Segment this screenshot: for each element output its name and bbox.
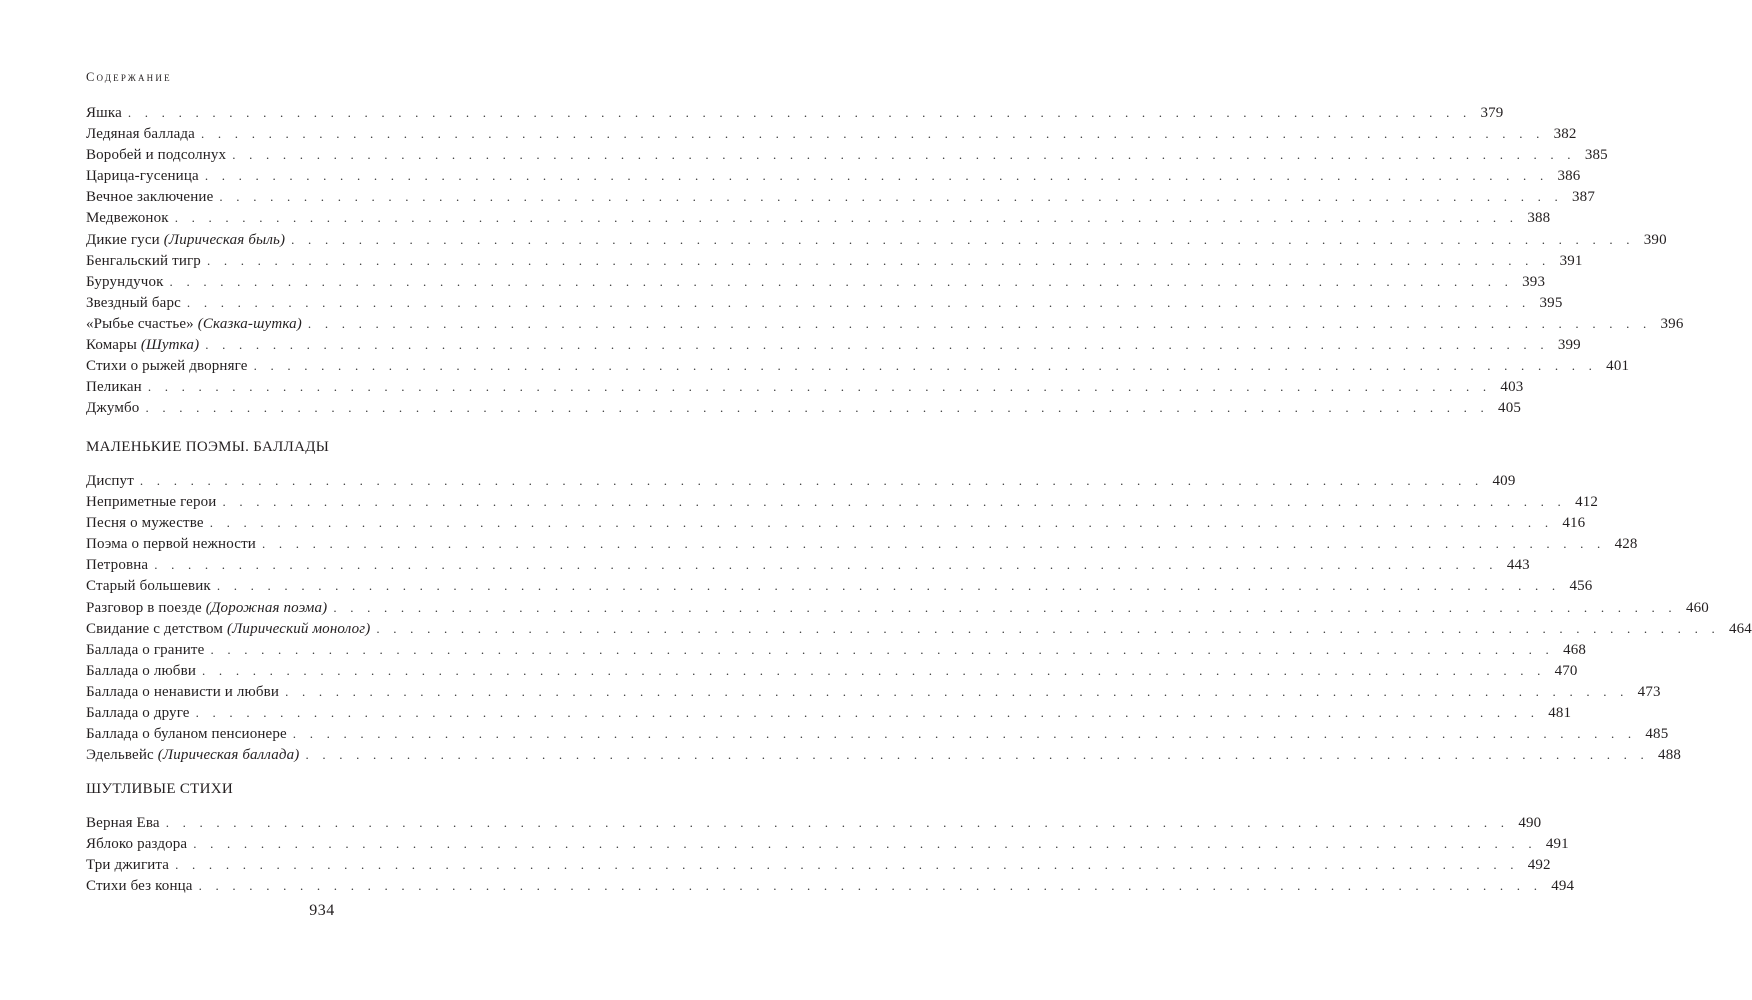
- dot-leader: . . . . . . . . . . . . . . . . . . . . . . . . . . . . . . . . . . . . . . . . . . . . . . . . . . . . . . . . . . . . . . . . . . . . . . . . . . . . . . . .: [216, 578, 1561, 594]
- toc-entry-page-number: 387: [1572, 189, 1595, 206]
- toc-entry-title: [86, 834, 187, 855]
- toc-entry-title: [86, 661, 196, 682]
- toc-entry: [86, 186, 1595, 207]
- toc-entry-subtitle: (Дорожная поэма): [205, 599, 328, 616]
- toc-entry-title: [86, 293, 181, 314]
- toc-entry: [86, 512, 1586, 533]
- toc-entry-title-text: Диспут: [86, 473, 134, 489]
- toc-entry: [86, 123, 1577, 144]
- toc-entry-subtitle: (Лирическая баллада): [157, 747, 300, 764]
- toc-entry-page-number: 382: [1553, 126, 1577, 143]
- toc-entry-title: [86, 876, 193, 897]
- toc-entry-title: [86, 619, 370, 640]
- dot-leader: . . . . . . . . . . . . . . . . . . . . . . . . . . . . . . . . . . . . . . . . . . . . . . . . . . . . . . . . . . . . . . . . . . . . . . . . . . . . . . . .: [253, 358, 1598, 374]
- toc-entry-title-text: Джумбо: [86, 400, 140, 417]
- toc-section-animals: [86, 102, 1684, 418]
- toc-section-poems-ballads: [86, 436, 1752, 765]
- dot-leader: . . . . . . . . . . . . . . . . . . . . . . . . . . . . . . . . . . . . . . . . . . . . . . . . . . . . . . . . . . . . . . . . . . . . . . . . . . . . . . . .: [222, 494, 1567, 510]
- toc-entry: [86, 744, 1681, 765]
- dot-leader: . . . . . . . . . . . . . . . . . . . . . . . . . . . . . . . . . . . . . . . . . . . . . . . . . . . . . . . . . . . . . . . . . . . . . . . . . . . . . . . .: [154, 557, 1498, 573]
- toc-entry: [86, 554, 1530, 575]
- toc-entry-page-number: 470: [1554, 662, 1578, 679]
- toc-entry: [86, 533, 1638, 554]
- toc-entry-page-number: 396: [1660, 315, 1684, 332]
- toc-entry-title-text: Старый большевик: [86, 578, 211, 595]
- dot-leader: . . . . . . . . . . . . . . . . . . . . . . . . . . . . . . . . . . . . . . . . . . . . . . . . . . . . . . . . . . . . . . . . . . . . . . . . . . . . . . . .: [209, 515, 1554, 531]
- toc-entry-title: [86, 145, 226, 166]
- toc-entry-title-text: Песня о мужестве: [86, 515, 204, 532]
- toc-entry: [86, 660, 1578, 681]
- dot-leader: . . . . . . . . . . . . . . . . . . . . . . . . . . . . . . . . . . . . . . . . . . . . . . . . . . . . . . . . . . . . . . . . . . . . . . . . . . . . . . . .: [127, 105, 1472, 120]
- toc-entry-title-text: Стихи без конца: [86, 878, 193, 895]
- dot-leader: . . . . . . . . . . . . . . . . . . . . . . . . . . . . . . . . . . . . . . . . . . . . . . . . . . . . . . . . . . . . . . . . . . . . . . . . . . . . . . . .: [169, 273, 1514, 289]
- dot-leader: . . . . . . . . . . . . . . . . . . . . . . . . . . . . . . . . . . . . . . . . . . . . . . . . . . . . . . . . . . . . . . . . . . . . . . . . . . . . . . . .: [165, 815, 1510, 830]
- toc-entry-title: [86, 855, 169, 876]
- dot-leader: . . . . . . . . . . . . . . . . . . . . . . . . . . . . . . . . . . . . . . . . . . . . . . . . . . . . . . . . . . . . . . . . . . . . . . . . . . . . . . . .: [307, 315, 1652, 331]
- toc-entry-title: [86, 272, 164, 293]
- toc-entry-title-text: Баллада о любви: [86, 662, 197, 679]
- toc-entry-title: [86, 555, 148, 576]
- toc-entry-page-number: 428: [1614, 536, 1638, 553]
- toc-entry-title: [86, 314, 302, 335]
- toc-entry-title: [86, 335, 199, 356]
- toc-entry-title: [86, 492, 216, 513]
- toc-entry-title: [86, 813, 160, 834]
- dot-leader: . . . . . . . . . . . . . . . . . . . . . . . . . . . . . . . . . . . . . . . . . . . . . . . . . . . . . . . . . . . . . . . . . . . . . . . . . . . . . . . .: [285, 683, 1629, 699]
- toc-entry: [86, 854, 1551, 875]
- toc-entry: [86, 102, 1504, 123]
- toc-entry-title-text: Поэма о первой нежности: [86, 536, 256, 553]
- dot-leader: . . . . . . . . . . . . . . . . . . . . . . . . . . . . . . . . . . . . . . . . . . . . . . . . . . . . . . . . . . . . . . . . . . . . . . . . . . . . . . . .: [291, 231, 1635, 247]
- toc-entry-title-text: Баллада о друге: [86, 705, 190, 722]
- toc-entry-title-text: Бенгальский тигр: [86, 252, 201, 269]
- toc-entry-title: [86, 230, 285, 251]
- toc-entry-page-number: 385: [1584, 147, 1608, 164]
- toc-entry: [86, 702, 1572, 723]
- toc-entry: [86, 229, 1667, 250]
- toc-entry-subtitle: (Лирический монолог): [226, 620, 371, 637]
- toc-entry-title: [86, 534, 256, 555]
- toc-entry-title-text: Петровна: [86, 557, 149, 574]
- toc-entry-page-number: 488: [1658, 747, 1681, 764]
- toc-entry-page-number: 412: [1575, 494, 1599, 511]
- toc-entry: [86, 397, 1521, 418]
- toc-entry-page-number: 443: [1506, 557, 1530, 574]
- toc-entry: [86, 812, 1542, 833]
- toc-entry-page-number: 386: [1557, 168, 1581, 185]
- toc-entry: [86, 470, 1516, 491]
- toc-entry-page-number: 409: [1492, 473, 1516, 489]
- toc-entry: [86, 681, 1661, 702]
- toc-entry-title-text: Яшка: [86, 105, 122, 121]
- toc-entry-title-text: Дикие гуси: [86, 231, 160, 248]
- dot-leader: . . . . . . . . . . . . . . . . . . . . . . . . . . . . . . . . . . . . . . . . . . . . . . . . . . . . . . . . . . . . . . . . . . . . . . . . . . . . . . . .: [139, 473, 1484, 488]
- toc-entry-title: [86, 576, 211, 597]
- toc-entry-page-number: 490: [1518, 815, 1542, 831]
- dot-leader: . . . . . . . . . . . . . . . . . . . . . . . . . . . . . . . . . . . . . . . . . . . . . . . . . . . . . . . . . . . . . . . . . . . . . . . . . . . . . . . .: [204, 168, 1549, 184]
- dot-leader: . . . . . . . . . . . . . . . . . . . . . . . . . . . . . . . . . . . . . . . . . . . . . . . . . . . . . . . . . . . . . . . . . . . . . . . . . . . . . . . .: [232, 147, 1576, 163]
- dot-leader: . . . . . . . . . . . . . . . . . . . . . . . . . . . . . . . . . . . . . . . . . . . . . . . . . . . . . . . . . . . . . . . . . . . . . . . . . . . . . . . .: [210, 641, 1555, 657]
- toc-entry-page-number: 405: [1498, 400, 1521, 417]
- toc-entry: [86, 376, 1524, 397]
- toc-entry-title: [86, 513, 204, 534]
- toc-entry-title: [86, 724, 287, 745]
- toc-entry-title-text: Баллада о ненависти и любви: [86, 683, 280, 700]
- toc-entry-page-number: 399: [1557, 337, 1581, 354]
- toc-entry-page-number: 485: [1645, 726, 1669, 743]
- toc-entry: [86, 313, 1684, 334]
- toc-entry: [86, 723, 1669, 744]
- toc-entry-page-number: 492: [1527, 857, 1551, 874]
- toc-entry-page-number: 473: [1637, 683, 1661, 700]
- toc-entry-page-number: 491: [1545, 836, 1569, 853]
- dot-leader: . . . . . . . . . . . . . . . . . . . . . . . . . . . . . . . . . . . . . . . . . . . . . . . . . . . . . . . . . . . . . . . . . . . . . . . . . . . . . . . .: [147, 379, 1492, 395]
- toc-entry-page-number: 416: [1562, 515, 1586, 532]
- toc-entry: [86, 833, 1569, 854]
- toc-entry-page-number: 388: [1527, 210, 1551, 227]
- dot-leader: . . . . . . . . . . . . . . . . . . . . . . . . . . . . . . . . . . . . . . . . . . . . . . . . . . . . . . . . . . . . . . . . . . . . . . . . . . . . . . . .: [198, 878, 1543, 894]
- section-title: МАЛЕНЬКИЕ ПОЭМЫ. БАЛЛАДЫ: [86, 439, 330, 455]
- toc-entry: [86, 250, 1583, 271]
- toc-entry-title-text: Медвежонок: [86, 210, 169, 227]
- toc-entry-title: [86, 166, 199, 187]
- toc-entry: [86, 334, 1581, 355]
- toc-entry-title-text: Разговор в поезде: [86, 599, 202, 616]
- dot-leader: . . . . . . . . . . . . . . . . . . . . . . . . . . . . . . . . . . . . . . . . . . . . . . . . . . . . . . . . . . . . . . . . . . . . . . . . . . . . . . . .: [193, 836, 1537, 852]
- toc-entry-page-number: 464: [1728, 620, 1752, 637]
- toc-entry: [86, 271, 1546, 292]
- toc-entry-title-text: Ледяная баллада: [86, 126, 195, 143]
- toc-entry-title: [86, 398, 139, 419]
- toc-entry-subtitle: (Сказка-шутка): [197, 315, 302, 332]
- dot-leader: . . . . . . . . . . . . . . . . . . . . . . . . . . . . . . . . . . . . . . . . . . . . . . . . . . . . . . . . . . . . . . . . . . . . . . . . . . . . . . . .: [376, 620, 1720, 636]
- toc-entry-title-text: Верная Ева: [86, 815, 160, 831]
- running-head: Содержание: [86, 70, 172, 84]
- toc-entry-title: [86, 208, 169, 229]
- toc-entry: [86, 875, 1575, 896]
- dot-leader: . . . . . . . . . . . . . . . . . . . . . . . . . . . . . . . . . . . . . . . . . . . . . . . . . . . . . . . . . . . . . . . . . . . . . . . . . . . . . . . .: [186, 294, 1531, 310]
- toc-entry: [86, 355, 1630, 376]
- toc-entry: [86, 144, 1608, 165]
- toc-entry-title: [86, 377, 142, 398]
- toc-entry-page-number: 403: [1500, 379, 1524, 396]
- toc-entry-title: [86, 103, 122, 124]
- toc-entry-title-text: Неприметные герои: [86, 494, 217, 511]
- dot-leader: . . . . . . . . . . . . . . . . . . . . . . . . . . . . . . . . . . . . . . . . . . . . . . . . . . . . . . . . . . . . . . . . . . . . . . . . . . . . . . . .: [201, 126, 1545, 142]
- toc-entry-title: [86, 251, 201, 272]
- toc-entry-title: [86, 598, 327, 619]
- toc-entry: [86, 575, 1593, 596]
- section-title: ШУТЛИВЫЕ СТИХИ: [86, 781, 234, 797]
- toc-entry-title-text: Баллада о буланом пенсионере: [86, 726, 287, 743]
- toc-entry-title: [86, 745, 299, 766]
- toc-entry-title-text: Эдельвейс: [86, 747, 154, 764]
- toc-entry-page-number: 468: [1563, 641, 1587, 658]
- dot-leader: . . . . . . . . . . . . . . . . . . . . . . . . . . . . . . . . . . . . . . . . . . . . . . . . . . . . . . . . . . . . . . . . . . . . . . . . . . . . . . . .: [206, 252, 1551, 268]
- toc-entry: [86, 639, 1587, 660]
- toc-entry-page-number: 460: [1685, 599, 1709, 616]
- dot-leader: . . . . . . . . . . . . . . . . . . . . . . . . . . . . . . . . . . . . . . . . . . . . . . . . . . . . . . . . . . . . . . . . . . . . . . . . . . . . . . . .: [205, 337, 1549, 353]
- toc-entry-title-text: Царица-гусеница: [86, 168, 199, 185]
- dot-leader: . . . . . . . . . . . . . . . . . . . . . . . . . . . . . . . . . . . . . . . . . . . . . . . . . . . . . . . . . . . . . . . . . . . . . . . . . . . . . . . .: [195, 705, 1540, 721]
- toc-entry-title-text: Свидание с детством: [86, 620, 224, 637]
- toc-entry-title-text: Пеликан: [86, 379, 142, 396]
- toc-entry-title-text: «Рыбье счастье»: [86, 315, 194, 332]
- toc-entry-title-text: Яблоко раздора: [86, 836, 188, 853]
- toc-entry-title: [86, 356, 248, 377]
- dot-leader: . . . . . . . . . . . . . . . . . . . . . . . . . . . . . . . . . . . . . . . . . . . . . . . . . . . . . . . . . . . . . . . . . . . . . . . . . . . . . . . .: [145, 400, 1489, 416]
- toc-entry-title: [86, 471, 134, 492]
- toc-entry-page-number: 393: [1522, 273, 1546, 290]
- toc-entry-title-text: Баллада о граните: [86, 641, 205, 658]
- toc-entry-page-number: 456: [1569, 578, 1593, 595]
- dot-leader: . . . . . . . . . . . . . . . . . . . . . . . . . . . . . . . . . . . . . . . . . . . . . . . . . . . . . . . . . . . . . . . . . . . . . . . . . . . . . . . .: [174, 210, 1519, 226]
- dot-leader: . . . . . . . . . . . . . . . . . . . . . . . . . . . . . . . . . . . . . . . . . . . . . . . . . . . . . . . . . . . . . . . . . . . . . . . . . . . . . . . .: [219, 189, 1563, 205]
- dot-leader: . . . . . . . . . . . . . . . . . . . . . . . . . . . . . . . . . . . . . . . . . . . . . . . . . . . . . . . . . . . . . . . . . . . . . . . . . . . . . . . .: [202, 662, 1546, 678]
- toc-entry-page-number: 401: [1606, 358, 1630, 375]
- dot-leader: . . . . . . . . . . . . . . . . . . . . . . . . . . . . . . . . . . . . . . . . . . . . . . . . . . . . . . . . . . . . . . . . . . . . . . . . . . . . . . . .: [333, 599, 1677, 615]
- toc-section-humorous-poems: [86, 778, 1575, 896]
- toc-entry-page-number: 390: [1643, 231, 1667, 248]
- toc-entry-page-number: 379: [1480, 105, 1504, 121]
- toc-entry-page-number: 395: [1539, 294, 1563, 311]
- toc-entry-title-text: Вечное заключение: [86, 189, 214, 206]
- toc-entry: [86, 207, 1551, 228]
- toc-entry-title-text: Стихи о рыжей дворняге: [86, 358, 248, 375]
- toc-entry-title-text: Звездный барс: [86, 294, 181, 311]
- toc-entry: [86, 165, 1581, 186]
- toc-entry-subtitle: (Шутка): [140, 337, 200, 354]
- dot-leader: . . . . . . . . . . . . . . . . . . . . . . . . . . . . . . . . . . . . . . . . . . . . . . . . . . . . . . . . . . . . . . . . . . . . . . . . . . . . . . . .: [175, 857, 1519, 873]
- dot-leader: . . . . . . . . . . . . . . . . . . . . . . . . . . . . . . . . . . . . . . . . . . . . . . . . . . . . . . . . . . . . . . . . . . . . . . . . . . . . . . . .: [261, 536, 1606, 552]
- page-number: 934: [309, 902, 335, 919]
- toc-entry-subtitle: (Лирическая быль): [163, 231, 286, 248]
- toc-entry-page-number: 481: [1548, 705, 1572, 722]
- toc-entry-title-text: Бурундучок: [86, 273, 164, 290]
- toc-entry-title: [86, 703, 190, 724]
- toc-entry: [86, 292, 1563, 313]
- toc-entry: [86, 491, 1599, 512]
- toc-entry-title: [86, 640, 204, 661]
- toc-entry: [86, 597, 1709, 618]
- toc-entry-title-text: Воробей и подсолнух: [86, 147, 227, 164]
- dot-leader: . . . . . . . . . . . . . . . . . . . . . . . . . . . . . . . . . . . . . . . . . . . . . . . . . . . . . . . . . . . . . . . . . . . . . . . . . . . . . . . .: [305, 747, 1649, 763]
- toc-entry-title: [86, 124, 195, 145]
- toc-entry-page-number: 494: [1551, 878, 1575, 895]
- toc-entry-title: [86, 682, 279, 703]
- dot-leader: . . . . . . . . . . . . . . . . . . . . . . . . . . . . . . . . . . . . . . . . . . . . . . . . . . . . . . . . . . . . . . . . . . . . . . . . . . . . . . . .: [292, 726, 1637, 742]
- toc-entry-title: [86, 187, 213, 208]
- toc-entry-title-text: Комары: [86, 337, 137, 354]
- toc-entry: [86, 618, 1752, 639]
- toc-entry-page-number: 391: [1559, 252, 1583, 269]
- toc-entry-title-text: Три джигита: [86, 857, 170, 874]
